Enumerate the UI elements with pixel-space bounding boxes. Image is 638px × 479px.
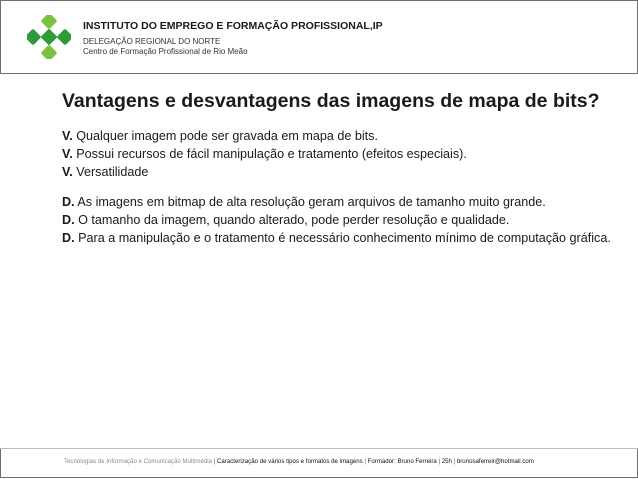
slide-title: Vantagens e desvantagens das imagens de mapa de bits? (62, 90, 600, 112)
footer-email: brunosaferreir@hotmail.com (456, 458, 534, 465)
footer-topic: Caracterização de vários tipos e formatos de imagens (217, 458, 363, 465)
item-prefix: V. (62, 147, 73, 161)
item-text: Versatilidade (72, 165, 149, 179)
item-text: Para a manipulação e o tratamento é necessário conhecimento mínimo de computação gráfica. (74, 231, 611, 245)
footer-separator: | (362, 458, 368, 465)
footer-trainer: Formador: Bruno Ferreira (367, 458, 437, 465)
item-prefix: D. (62, 231, 75, 245)
footer-course: Tecnologias de Informação e Comunicação Multimédia (64, 458, 213, 465)
item-prefix: V. (62, 165, 73, 179)
item-text: Possui recursos de fácil manipulação e tratamento (efeitos especiais). (72, 147, 467, 161)
item-text: As imagens em bitmap de alta resolução geram arquivos de tamanho muito grande. (74, 195, 546, 209)
item-text: O tamanho da imagem, quando alterado, pode perder resolução e qualidade. (74, 213, 510, 227)
disadvantage-item (62, 193, 622, 211)
disadvantage-item (62, 211, 622, 229)
item-text: Qualquer imagem pode ser gravada em mapa de bits. (72, 129, 378, 143)
disadvantage-item (62, 229, 622, 247)
org-delegation: DELEGAÇÃO REGIONAL DO NORTE (83, 37, 221, 46)
advantages-list (62, 127, 622, 181)
footer-text (64, 458, 534, 465)
advantage-item (62, 145, 622, 163)
footer-hours: 25h (441, 458, 452, 465)
iefp-logo-icon (27, 15, 71, 59)
footer-separator: | (212, 458, 218, 465)
org-name: INSTITUTO DO EMPREGO E FORMAÇÃO PROFISSIONAL,IP (83, 20, 383, 32)
item-prefix: V. (62, 129, 73, 143)
item-prefix: D. (62, 213, 75, 227)
footer-separator: | (436, 458, 442, 465)
advantage-item (62, 163, 622, 181)
org-center: Centro de Formação Profissional de Rio Meão (83, 47, 248, 56)
item-prefix: D. (62, 195, 75, 209)
slide-content (62, 90, 622, 247)
header-banner (0, 0, 638, 74)
disadvantages-list (62, 193, 622, 247)
advantage-item (62, 127, 622, 145)
footer-separator: | (451, 458, 457, 465)
